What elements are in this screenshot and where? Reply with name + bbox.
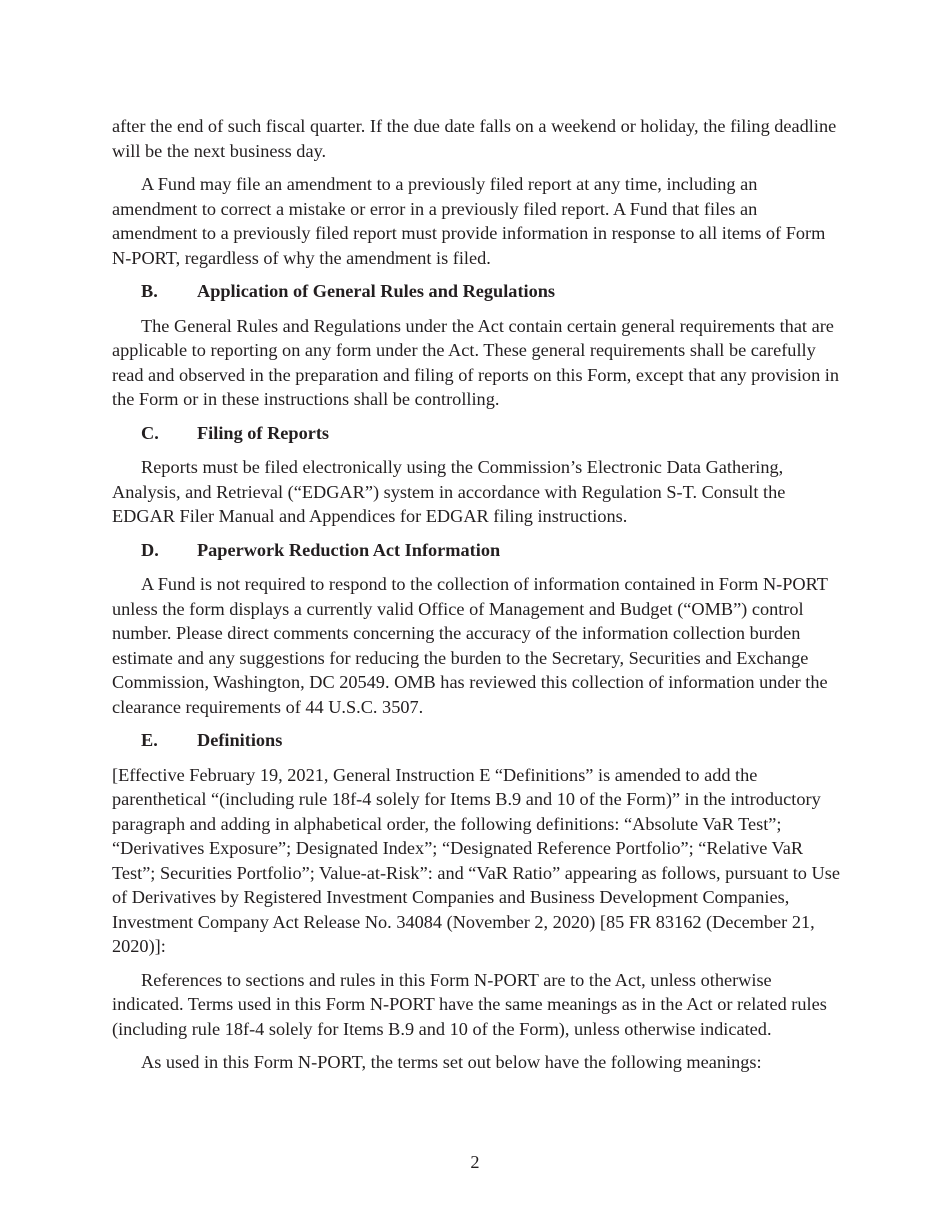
section-d-heading	[141, 538, 842, 563]
section-b-letter: B.	[141, 281, 158, 301]
section-b-title: Application of General Rules and Regulations	[197, 281, 556, 301]
section-c-text: Reports must be filed electronically using the Commission’s Electronic Data Gathering, Analysis, and Retrieval (“EDGAR”) system in accordance with Regulation S-T. Consult the EDGAR Filer Manual and Appendices for EDGAR filing instructions.	[112, 457, 786, 526]
page-number: 2	[470, 1152, 480, 1172]
document-page	[112, 114, 842, 1084]
section-e-text2: As used in this Form N-PORT, the terms set out below have the following meanings:	[141, 1052, 762, 1072]
paragraph-continued: after the end of such fiscal quarter. If the due date falls on a weekend or holiday, the filing deadline will be the next business day.	[112, 116, 837, 161]
section-e-title: Definitions	[197, 730, 283, 750]
section-c-title: Filing of Reports	[197, 422, 330, 443]
section-b-text: The General Rules and Regulations under the Act contain certain general requirements that are applicable to reporting on any form under the Act. These general requirements shall be carefully read and observed in the preparation and filing of reports on this Form, except that any provision in the Form or in these instructions shall be controlling.	[112, 315, 840, 409]
section-c-letter: C.	[141, 422, 159, 443]
section-d-text: A Fund is not required to respond to the collection of information contained in Form N-PORT unless the form displays a currently valid Office of Management and Budget (“OMB”) control number. Please direct comments concerning the accuracy of the information collection burden estimate and any suggestions for reducing the burden to the Secretary, Securities and Exchange Commission, Washington, DC 20549. OMB has reviewed this collection of information under the clearance requirements of 44 U.S.C. 3507.	[112, 574, 828, 717]
section-e-letter: E.	[141, 730, 158, 750]
section-d-title: Paperwork Reduction Act Information	[197, 539, 501, 560]
section-b-heading	[141, 279, 842, 304]
section-d-letter: D.	[141, 539, 159, 560]
section-c-heading	[141, 421, 842, 446]
section-e-text1: References to sections and rules in this Form N-PORT are to the Act, unless otherwise indicated. Terms used in this Form N-PORT have the same meanings as in the Act or related rules (including rule 18f-4 solely for Items B.9 and 10 of the Form), unless otherwise indicated.	[112, 969, 827, 1039]
section-e-heading	[141, 728, 842, 753]
paragraph-amendment: A Fund may file an amendment to a previously filed report at any time, including an amendment to correct a mistake or error in a previously filed report. A Fund that files an amendment to a previously filed report must provide information in response to all items of Form N-PORT, regardless of why the amendment is filed.	[112, 174, 826, 268]
section-e-note: [Effective February 19, 2021, General Instruction E “Definitions” is amended to add the parenthetical “(including rule 18f-4 solely for Items B.9 and 10 of the Form)” in the introductory paragraph and adding in alphabetical order, the following definitions: “Absolute VaR Test”; “Derivatives Exposure”; Designated Index”; “Designated Reference Portfolio”; “Relative VaR Test”; Securities Portfolio”; Value-at-Risk”: and “VaR Ratio” appearing as follows, pursuant to Use of Derivatives by Registered Investment Companies and Business Development Companies, Investment Company Act Release No. 34084 (November 2, 2020) [85 FR 83162 (December 21, 2020)]:	[112, 764, 840, 956]
